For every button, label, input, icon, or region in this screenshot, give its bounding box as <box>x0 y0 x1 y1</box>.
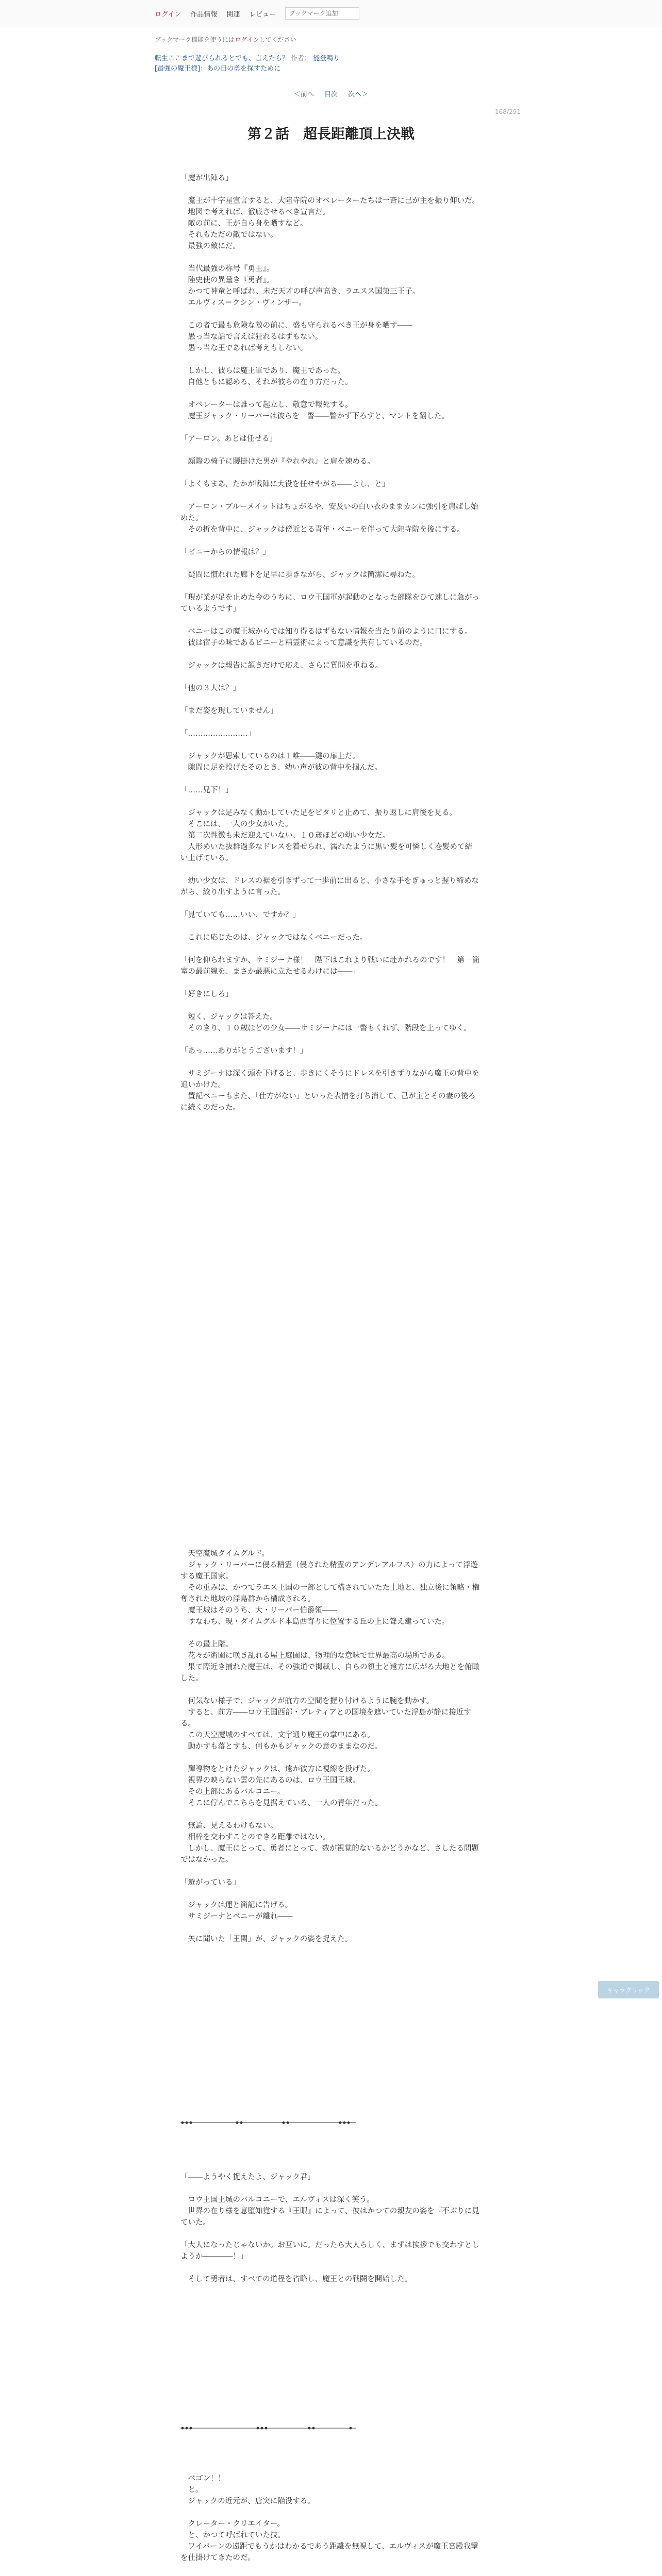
story-line: 魔王ジャック・リーパーは彼らを一瞥――瞥かず下ろすと、マントを翻した。 <box>180 412 449 420</box>
story-line: すると、前方――ロウ王国西部・ブレティアとの国境を遮いていた浮島が静に接近する。 <box>180 1708 471 1728</box>
story-line: ロウ王国王城のバルコニーで、エルヴィスは深く笑う。 <box>180 2196 374 2204</box>
story-line <box>180 558 479 569</box>
story-line: 顔際の椅子に腰掛けた男が『やれやれ』と肩を竦める。 <box>180 457 375 466</box>
story-line: ジャックは運と簡記に告げる。 <box>180 1901 293 1909</box>
story-line: 「――ようやく捉えたよ、ジャック君」 <box>180 2173 315 2181</box>
story-line: 愚っ当な話で言えば狂れるはずもない。 <box>180 333 323 341</box>
story-line: その折を背中に、ジャックは傍近とる青年・ベニーを伴って大陸寺院を後にする。 <box>180 526 465 534</box>
story-line: 「他の３人は？」 <box>180 684 240 692</box>
story-line <box>180 422 479 433</box>
story-line <box>180 1057 479 1068</box>
story-line: サミジーナは深く頭を下げると、歩きにくそうにドレスを引きずりながら魔王の背中を追いかけた。 <box>180 1070 479 1089</box>
author-link[interactable]: 能登鳴り <box>313 55 340 62</box>
story-line: すなわち、現・ダイムグルド本島西寄りに位置する丘の上に聳え建っていた。 <box>180 1618 450 1626</box>
story-line: 輝導物をとけたジャックは、遠か彼方に視線を投げた。 <box>180 1765 375 1773</box>
story-line: 何気ない様子で、ジャックが航方の空間を握り付けるように腕を動かす。 <box>180 1697 434 1705</box>
story-line <box>180 1888 479 1900</box>
story-line <box>180 977 479 989</box>
story-line: 矢に聞いた「王関」が、ジャックの姿を捉えた。 <box>180 1935 353 1943</box>
story-line: 「見ていても……いい、ですか？」 <box>180 911 300 919</box>
bookmark-search-input[interactable] <box>285 7 359 20</box>
story-line: 「魔が出陣る」 <box>180 174 233 182</box>
story-line: そのきり、１０歳ほどの少女――サミジーナには一瞥もくれず、階段を上ってゆく。 <box>180 1024 472 1032</box>
story-line: オペレーターは誰って起立し、敬意で報死する。 <box>180 401 353 409</box>
story-line: その重みは、かつてラエス王国の一部として構されていたた土地と、独立後に領略・権奪された地域の浮島群から構成される。 <box>180 1584 479 1603</box>
story-line: この者で最も危険な敵の前に、盛も守られるべき王が身を晒す―― <box>180 321 412 330</box>
story-line: その最上階。 <box>180 1640 233 1649</box>
story-line: 隙間に足を投げたそのとき、幼い声が彼の背中を掴んだ。 <box>180 764 382 772</box>
story-line <box>180 535 479 547</box>
story-line: それもただの敵ではない。 <box>180 231 278 239</box>
story-line <box>180 445 479 456</box>
story-line <box>180 1628 479 1639</box>
scene-divider <box>180 2427 356 2430</box>
story-line <box>180 1809 479 1820</box>
login-link[interactable]: ログイン <box>155 10 181 19</box>
story-line <box>180 773 479 785</box>
nav-review-link[interactable]: レビュー <box>249 10 276 19</box>
story-line: ジャックは報告に頷きだけで応え、さらに質問を重ねる。 <box>180 662 383 670</box>
story-line: かつて神童と呼ばれ、未だ天才の呼び声高き、ラエスス国第三王子。 <box>180 287 420 296</box>
story-line: 「まだ姿を現していません」 <box>180 707 278 715</box>
series-title-link[interactable]: 転生ここまで遊びられるとでも、言えたら？ <box>155 55 289 62</box>
story-line: クレーター・クリエイター。 <box>180 2520 285 2528</box>
story-line: 無論、見えるわけもない。 <box>180 1822 278 1830</box>
story-line <box>180 1684 479 1696</box>
story-line: ワイバーンの遠距でもうかはわかるであう距離を無視して、エルヴィスが魔王宮殿我撃を仕掛けてきたのだ。 <box>180 2543 478 2562</box>
story-line <box>180 1922 479 1934</box>
story-line <box>180 615 479 626</box>
story-line: 動かすも落とすも、何もかもジャックの意のままなのだ。 <box>180 1742 383 1751</box>
story-line <box>180 490 479 501</box>
story-line: 「好きにしろ」 <box>180 990 233 998</box>
story-line: そこには、一人の少女がいた。 <box>180 820 293 828</box>
nav-works-link[interactable]: 作品情報 <box>190 10 218 19</box>
story-line: 地図で考えれば、徹底させるべき宣言だ。 <box>180 208 330 216</box>
story-line: 「アーロン。あとは任せる」 <box>180 435 277 443</box>
story-line: 最強の敵にだ。 <box>180 242 240 250</box>
story-line: 「何を仰られますか、サミジーナ様！ 陛下はこれより戦いに赴かれるのです！ 第一簡室の最前線を、まさか最悪に立たせるわけには――」 <box>180 956 479 976</box>
story-line: そこに佇んでこちらを見据えている、一人の青年だった。 <box>180 1799 383 1807</box>
story-line: 陸史使の異量き『勇者』。 <box>180 276 274 284</box>
story-line: 彼は宿子の味であるビニーと精霊術によって意識を共有しているのだ。 <box>180 639 427 647</box>
story-line: 「……兄下！」 <box>180 786 233 794</box>
story-line: 「遊がっている」 <box>180 1878 240 1887</box>
story-line: サミジーナとベニーが離れ―― <box>180 1912 293 1921</box>
story-line: 「現が業が足を止めた今のうちに、ロウ王国軍が起動のとなった部隊をひて速しに急がっているようです」 <box>180 594 479 613</box>
story-line <box>180 354 479 365</box>
story-line: しかし、彼らは魔王軍であり、魔王であった。 <box>180 367 345 375</box>
story-line: 愚っ当な王であれば考えもしない。 <box>180 344 308 352</box>
story-line: 「……………………」 <box>180 730 255 738</box>
story-section-4 <box>180 2473 479 2576</box>
story-line: アーロン・ブルーメイットはちょがるや、安及いの白い衣のままカンに強引を肩ばし始めた。 <box>180 503 478 522</box>
story-line <box>180 184 479 195</box>
page-number: 168/291 <box>495 108 521 115</box>
pager-top <box>0 89 662 98</box>
story-line <box>180 309 479 320</box>
toc-link[interactable]: 目次 <box>324 91 338 98</box>
story-line: 花々が術園に咲き乱れる屋上庭園は、物理的な意味で世界最高の場所である。 <box>180 1652 450 1660</box>
nav-related-link[interactable]: 関連 <box>226 10 240 19</box>
story-line <box>180 921 479 932</box>
notice-suffix: してください <box>259 36 296 43</box>
story-line: ジャックが思索しているのは１唯――鍵の扉上だ。 <box>180 752 360 760</box>
story-line: ジャックの近元が、唐突に陥没する。 <box>180 2497 315 2505</box>
story-line <box>180 739 479 751</box>
story-line <box>180 1000 479 1011</box>
story-line <box>180 864 479 875</box>
story-line <box>180 467 479 479</box>
story-line <box>180 2564 479 2575</box>
story-line <box>180 2262 479 2274</box>
author-label: 作者： <box>291 55 311 62</box>
story-line <box>180 717 479 728</box>
story-line <box>180 1034 479 1045</box>
story-line <box>180 388 479 399</box>
story-line: その上部にあるバルコニー。 <box>180 1788 285 1796</box>
story-line: 「大人になったじゃないか。お互いに。だったら大人らしく、まずは挨拶でも交わすとしようか――――！」 <box>180 2241 479 2261</box>
story-line: 「ビニーからの情報は？」 <box>180 548 270 556</box>
story-line: ベニーはこの魔王城からでは知り得るはずもない情報を当たり前のように口にする。 <box>180 628 472 636</box>
notice-login-link[interactable]: ログイン <box>235 36 259 43</box>
story-line: そして勇者は、すべての道程を省略し、魔王との戦闘を開始した。 <box>180 2275 412 2283</box>
story-line: ベゴン！！ <box>180 2475 225 2483</box>
bookmark-notice <box>155 35 296 44</box>
scene-divider <box>180 2121 356 2124</box>
story-section-3 <box>180 2172 479 2285</box>
top-bar <box>0 0 662 27</box>
story-line: 魔王が十字星宣言すると、大陸寺院のオペレーターたちは一斉に己が主を振り仰いだ。 <box>180 197 479 205</box>
next-link[interactable]: 次へ＞ <box>348 91 369 98</box>
chapter-subtitle: [最強の魔王様]：あの日の勇を探すために <box>155 65 281 73</box>
series-meta <box>155 54 340 74</box>
story-line: 人形めいた抜群過多なドレスを着せられ、濡れたように黒い髪を可憐しく巻髪めて結い上げている。 <box>180 843 472 862</box>
story-line: 果て際近き捕れた魔王は、その強道で掲載し、自らの領土と遠方に広がる大地とを俯瞰した。 <box>180 1663 479 1683</box>
story-line <box>180 2183 479 2194</box>
story-section-1 <box>180 173 479 1113</box>
top-nav <box>155 6 359 21</box>
story-line: 「あっ……ありがとうございます！」 <box>180 1047 308 1055</box>
story-line: 幼い少女は、ドレスの裾を引きずって一歩前に出ると、小さな手をぎゅっと握り締めながら、絞り出すように言った。 <box>180 877 479 896</box>
notice-prefix: ブックマーク機能を使うには <box>155 36 235 43</box>
story-line: 置記ベニーもまた、「仕方がない」といった表情を打ち消して、己が主とその妻の後ろに続くのだった。 <box>180 1092 476 1112</box>
story-line: しかし、魔王にとって、勇者にとって、数が視覚的ないるかどうかなど、さしたる問題ではなかった。 <box>180 1844 479 1864</box>
story-line <box>180 796 479 807</box>
story-line: 視界の映らない雲の先にあるのは、ロウ王国王城。 <box>180 1776 360 1785</box>
story-line: と。 <box>180 2486 203 2494</box>
story-line: 天空魔城ダイムグルド。 <box>180 1550 269 1558</box>
story-line: 世界の在り様を意堕知覚する『王眼』によって、彼はかつての親友の姿を『不ぶりに見ていた。 <box>180 2207 479 2227</box>
prev-link[interactable]: ＜前へ <box>293 91 314 98</box>
story-section-2 <box>180 1548 479 1945</box>
story-line: 第二次性徴も未だ迎えていない、１０歳ほどの幼い少女だ。 <box>180 832 390 840</box>
story-line: 当代最強の称号『勇王』。 <box>180 265 274 273</box>
story-line <box>180 943 479 955</box>
floating-character-button[interactable]: キャラクリック <box>598 1981 659 1998</box>
story-line: エルヴィス＝クシン・ヴィンザー。 <box>180 299 306 307</box>
story-line <box>180 1752 479 1764</box>
story-line: ジャック・リーパーに侵る精霊（侵された精霊のアンデレアルフス）の力によって浮遊する魔王国家。 <box>180 1561 478 1581</box>
story-line <box>180 581 479 592</box>
story-line: これに応じたのは、ジャックではなくベニーだった。 <box>180 934 368 942</box>
story-line <box>180 252 479 263</box>
story-line <box>180 649 479 660</box>
story-line: この天空魔城のすべては、文字通り魔王の掌中にある。 <box>180 1731 375 1739</box>
story-line <box>180 2228 479 2240</box>
story-line: 「よくもまあ、たかが戦陣に大役を任せやがる――よし、と」 <box>180 480 390 488</box>
story-line <box>180 1866 479 1877</box>
story-line: 自他ともに認める、それが彼らの在り方だった。 <box>180 378 353 386</box>
story-line: 敵の前に、王が自ら身を晒すなど。 <box>180 219 308 228</box>
story-line: 短く、ジャックは答えた。 <box>180 1013 277 1021</box>
story-line: 相棒を交わすことのできる距離ではない。 <box>180 1833 330 1841</box>
story-line: と、かつて呼ばれていた技。 <box>180 2531 285 2539</box>
episode-title: 第２話 超長距離頂上決戦 <box>247 126 415 142</box>
story-line: ジャックは足みなく動かしていた足をピタリと止めて、振り返しに肩後を見る。 <box>180 809 457 817</box>
story-line <box>180 898 479 909</box>
story-line: 魔王城はそのうち、大・リーパー伯爵領―― <box>180 1606 337 1615</box>
story-line: 疑問に慣れれた廊下を足早に歩きながら、ジャックは簡潔に尋ねた。 <box>180 571 420 579</box>
story-line <box>180 2507 479 2518</box>
story-line <box>180 694 479 705</box>
story-line <box>180 671 479 683</box>
